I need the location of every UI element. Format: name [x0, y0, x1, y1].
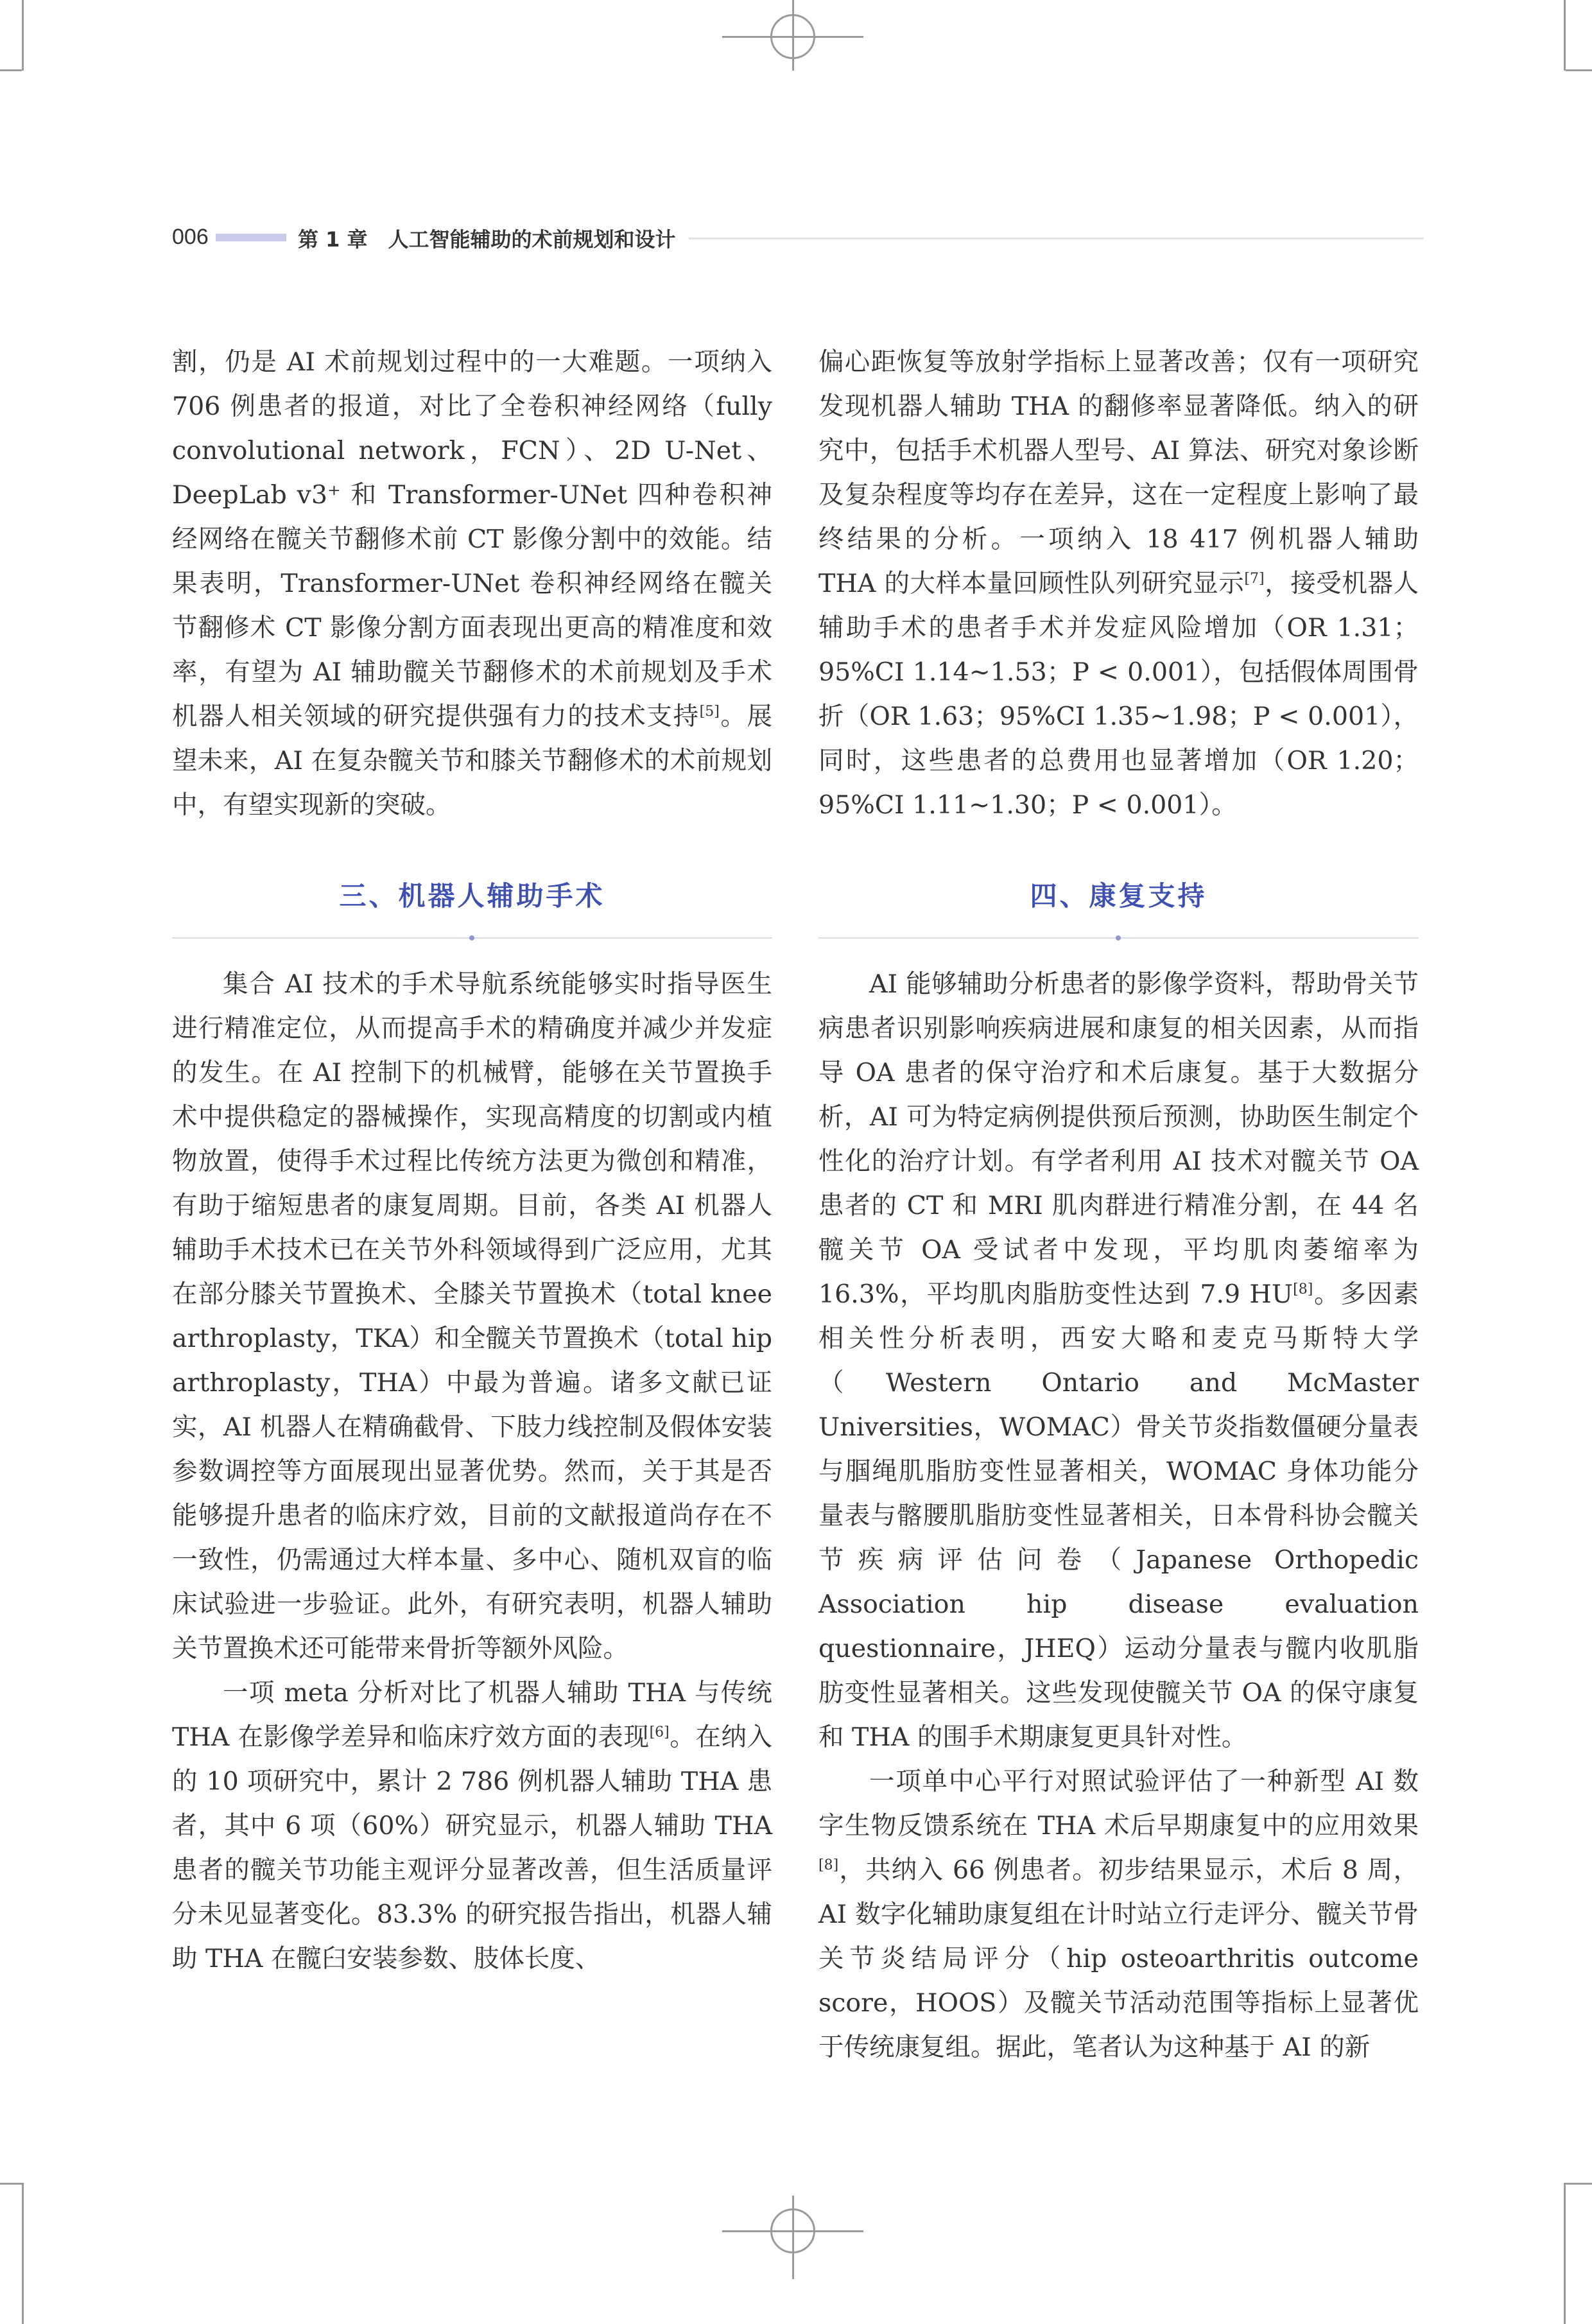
section-heading-robot-surgery: 三、机器人辅助手术: [339, 880, 605, 912]
crop-mark-top-right-v: [1564, 0, 1566, 71]
registration-line-bottom-v: [792, 2196, 794, 2279]
crop-mark-top-left-h: [0, 69, 22, 71]
crop-mark-bottom-left-v: [22, 2183, 24, 2324]
paragraph: 一项单中心平行对照试验评估了一种新型 AI 数字生物反馈系统在 THA 术后早期康复中的应用效果[8]，共纳入 66 例患者。初步结果显示，术后 8 周，AI 数字化辅助康复组在计时站立行走评分、髋关节骨关节炎结局评分（hip osteoarthritis outcome score，HOOS）及髋关节活动范围等指标上显著优于传统康复组。据此，笔者认为这种基于 AI 的新: [818, 1767, 1419, 2062]
citation-ref: [5]: [699, 703, 720, 720]
citation-ref: [8]: [1293, 1281, 1313, 1297]
crop-mark-bottom-right-v: [1564, 2183, 1566, 2324]
header-accent-bar: [216, 234, 286, 241]
citation-ref: [6]: [649, 1724, 670, 1740]
citation-ref: [8]: [818, 1857, 839, 1873]
header-rule: [689, 238, 1424, 239]
paragraph: 集合 AI 技术的手术导航系统能够实时指导医生进行精准定位，从而提高手术的精确度并减少并发症的发生。在 AI 控制下的机械臂，能够在关节置换手术中提供稳定的器械操作，实现高精度的切割或内植物放置，使得手术过程比传统方法更为微创和精准，有助于缩短患者的康复周期。目前，各类 AI 机器人辅助手术技术已在关节外科领域得到广泛应用，尤其在部分膝关节置换术、全膝关节置换术（total knee arthroplasty，TKA）和全髋关节置换术（total hip arthroplasty，THA）中最为普遍。诸多文献已证实，AI 机器人在精确截骨、下肢力线控制及假体安装参数调控等方面展现出显著优势。然而，关于其是否能够提升患者的临床疗效，目前的文献报道尚存在不一致性，仍需通过大样本量、多中心、随机双盲的临床试验进一步验证。此外，有研究表明，机器人辅助关节置换术还可能带来骨折等额外风险。: [172, 969, 772, 1663]
paragraph: 一项 meta 分析对比了机器人辅助 THA 与传统 THA 在影像学差异和临床疗效方面的表现[6]。在纳入的 10 项研究中，累计 2 786 例机器人辅助 THA 患者，其中 6 项（60%）研究显示，机器人辅助 THA 患者的髋关节功能主观评分显著改善，但生活质量评分未见显著变化。83.3% 的研究报告指出，机器人辅助 THA 在髋臼安装参数、肢体长度、: [172, 1678, 773, 1973]
section-rule-dot: [469, 935, 474, 941]
crop-mark-bottom-right-h: [1566, 2183, 1592, 2185]
crop-mark-bottom-left-h: [0, 2183, 22, 2185]
page-number: 006: [172, 225, 209, 249]
registration-line-top-v: [792, 0, 794, 71]
right-column-body: [818, 962, 1419, 2070]
paragraph: AI 能够辅助分析患者的影像学资料，帮助骨关节病患者识别影响疾病进展和康复的相关因素，从而指导 OA 患者的保守治疗和术后康复。基于大数据分析，AI 可为特定病例提供预后预测，协助医生制定个性化的治疗计划。有学者利用 AI 技术对髋关节 OA 患者的 CT 和 MRI 肌肉群进行精准分割，在 44 名髋关节 OA 受试者中发现，平均肌肉萎缩率为 16.3%，平均肌肉脂肪变性达到 7.9 HU[8]。多因素相关性分析表明，西安大略和麦克马斯特大学（Western Ontario and McMaster Universities，WOMAC）骨关节炎指数僵硬分量表与腘绳肌脂肪变性显著相关，WOMAC 身体功能分量表与髂腰肌脂肪变性显著相关，日本骨科协会髋关节疾病评估问卷（Japanese Orthopedic Association hip disease evaluation questionnaire，JHEQ）运动分量表与髋内收肌脂肪变性显著相关。这些发现使髋关节 OA 的保守康复和 THA 的围手术期康复更具针对性。: [818, 969, 1419, 1752]
crop-mark-top-right-h: [1566, 69, 1592, 71]
crop-mark-top-left-v: [22, 0, 24, 71]
chapter-title: 第 1 章 人工智能辅助的术前规划和设计: [298, 227, 676, 252]
section-rule-dot: [1116, 935, 1121, 941]
left-column-top: [172, 340, 772, 828]
paragraph: 偏心距恢复等放射学指标上显著改善；仅有一项研究发现机器人辅助 THA 的翻修率显著降低。纳入的研究中，包括手术机器人型号、AI 算法、研究对象诊断及复杂程度等均存在差异，这在一定程度上影响了最终结果的分析。一项纳入 18 417 例机器人辅助 THA 的大样本量回顾性队列研究显示[7]，接受机器人辅助手术的患者手术并发症风险增加（OR 1.31；95%CI 1.14~1.53；P < 0.001），包括假体周围骨折（OR 1.63；95%CI 1.35~1.98；P < 0.001），同时，这些患者的总费用也显著增加（OR 1.20；95%CI 1.11~1.30；P < 0.001）。: [818, 347, 1419, 820]
right-column-top: [818, 340, 1419, 828]
running-header: [172, 222, 1424, 261]
paragraph: 割，仍是 AI 术前规划过程中的一大难题。一项纳入 706 例患者的报道，对比了全卷积神经网络（fully convolutional network，FCN）、2D U-Net、DeepLab v3⁺ 和 Transformer-UNet 四种卷积神经网络在髋关节翻修术前 CT 影像分割中的效能。结果表明，Transformer-UNet 卷积神经网络在髋关节翻修术 CT 影像分割方面表现出更高的精准度和效率，有望为 AI 辅助髋关节翻修术的术前规划及手术机器人相关领域的研究提供强有力的技术支持[5]。展望未来，AI 在复杂髋关节和膝关节翻修术的术前规划中，有望实现新的突破。: [172, 347, 773, 820]
citation-ref: [7]: [1244, 570, 1265, 587]
section-heading-rehab-support: 四、康复支持: [1030, 880, 1207, 912]
left-column-body: [172, 962, 772, 1981]
